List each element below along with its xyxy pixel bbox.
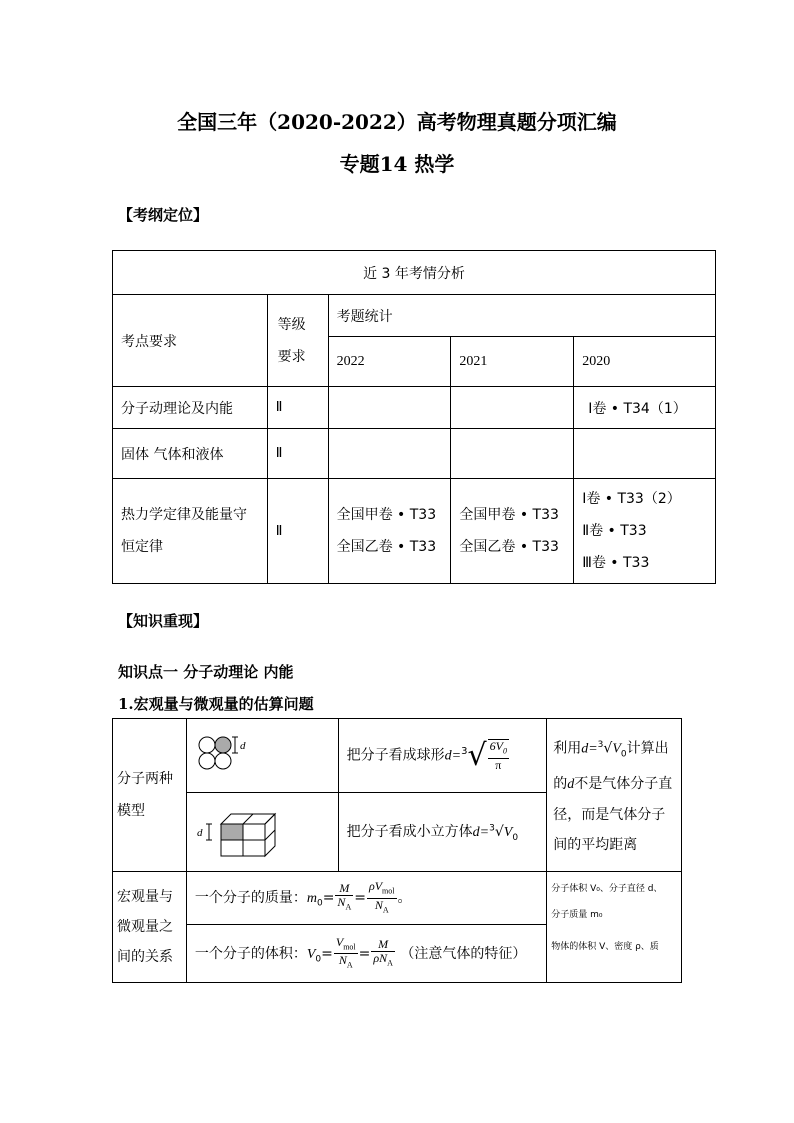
mass-d1: N <box>337 895 346 910</box>
section-knowledge: 【知识重现】 <box>118 612 209 630</box>
row-2022 <box>328 429 451 479</box>
sphere-frac <box>488 739 509 771</box>
sphere-den: π <box>495 757 502 772</box>
exam-analysis-table <box>112 250 716 584</box>
exam-table-header: 近 3 年考情分析 <box>113 251 716 295</box>
note-formula: d= <box>581 741 598 757</box>
row-2020-item: Ⅱ卷 • T33 <box>582 523 647 539</box>
mass-n1: M <box>335 882 353 896</box>
cube-diagram-cell <box>186 793 338 872</box>
diagram-d-label: d <box>239 739 246 752</box>
year-2020: 2020 <box>574 337 716 387</box>
sphere-num-sub: 0 <box>502 746 507 756</box>
sphere-model-diagram <box>197 734 257 774</box>
vol-lhs: V <box>306 946 316 962</box>
mass-n2-sub: mol <box>382 886 395 896</box>
mass-formula-cell: 一个分子的质量：$m_0=$ $\frac{M}{N_A}$ = $\frac{\rho V_{mol}}{N_A}$ 。 <box>186 872 546 925</box>
row-point: 固体 气体和液体 <box>113 429 268 479</box>
radical-icon: √ <box>603 740 613 757</box>
model-label: 分子两种模型 <box>113 719 187 872</box>
year-2021: 2021 <box>451 337 574 387</box>
vol-text: 一个分子的体积： <box>194 945 307 962</box>
sphere-root-index: 3 <box>461 745 468 757</box>
row-2021 <box>451 429 574 479</box>
cube-model-diagram <box>197 802 277 858</box>
side-note: 物体的体积 V、密度 ρ、质 <box>551 942 659 952</box>
cube-formula-cell <box>338 793 547 872</box>
diagram-d-label: d <box>196 827 203 839</box>
model-note-cell <box>547 719 682 872</box>
col-stats-header: 考题统计 <box>328 295 715 337</box>
mass-d2-sub: A <box>382 904 389 914</box>
radical-icon: √ <box>494 824 504 841</box>
side-note: 分子体积 V₀、分子直径 d、 <box>551 884 663 894</box>
note-root-index: 3 <box>597 739 604 750</box>
vol-n2: M <box>371 938 395 952</box>
row-2020 <box>574 429 716 479</box>
topic-title: 1.宏观量与微观量的估算问题 <box>118 695 314 713</box>
note-prefix: 利用 <box>553 740 582 757</box>
mass-lhs-sub: 0 <box>316 898 323 909</box>
section-outline: 【考纲定位】 <box>118 206 209 224</box>
vol-note: （注意气体的特征） <box>400 945 527 962</box>
cube-root-index: 3 <box>489 823 495 834</box>
mass-d2: N <box>374 897 383 912</box>
knowledge-point-title: 知识点一 分子动理论 内能 <box>118 663 294 681</box>
row-2022-item: 全国甲卷 • T33 <box>336 507 437 523</box>
side-note: 分子质量 m₀ <box>551 910 603 920</box>
row-2022-item: 全国乙卷 • T33 <box>336 539 437 555</box>
row-2020: Ⅰ卷 • T34（1） <box>574 387 716 429</box>
doc-subtitle: 专题14 热学 <box>339 152 455 176</box>
side-note-cell <box>547 872 682 983</box>
vol-n1: V <box>335 934 344 949</box>
cube-text: 把分子看成小立方体 <box>346 824 473 841</box>
sphere-diagram-cell <box>186 719 338 793</box>
vol-d1-sub: A <box>346 960 353 970</box>
vol-n1-sub: mol <box>343 942 356 951</box>
mass-frac-1 <box>335 882 353 913</box>
row-2021 <box>451 387 574 429</box>
cube-rad-sub: 0 <box>512 832 519 843</box>
note-rad-sub: 0 <box>620 749 627 760</box>
molecular-model-table <box>112 718 682 983</box>
mass-end: 。 <box>397 890 412 906</box>
row-level: Ⅱ <box>267 387 328 429</box>
row-2021 <box>451 479 574 584</box>
mass-frac-2 <box>367 880 397 916</box>
cube-lhs: d= <box>472 825 490 841</box>
vol-frac-1 <box>334 936 358 972</box>
note-d: d <box>567 777 575 793</box>
row-2021-item: 全国甲卷 • T33 <box>459 507 559 523</box>
cube-rad: V <box>503 825 513 841</box>
col-point-header: 考点要求 <box>113 295 268 387</box>
mass-lhs: m <box>306 891 317 906</box>
vol-d1: N <box>338 953 347 967</box>
sphere-lhs: d= <box>444 748 462 764</box>
row-2020-item: Ⅰ卷 • T33（2） <box>582 491 681 507</box>
sphere-num: 6V <box>489 739 503 754</box>
vol-d2: ρN <box>373 950 388 965</box>
mass-text: 一个分子的质量： <box>194 890 307 906</box>
volume-formula-cell: 一个分子的体积：$V_0=$ $\frac{V_{mol}}{N_A}$ = $\frac{M}{\rho N_A}$ （注意气体的特征） <box>186 925 546 983</box>
row-level: Ⅱ <box>267 479 328 584</box>
year-2022: 2022 <box>328 337 451 387</box>
row-2022 <box>328 387 451 429</box>
row-point: 热力学定律及能量守恒定律 <box>113 479 268 584</box>
radical-icon: √ <box>467 738 487 773</box>
sphere-formula-cell <box>338 719 547 793</box>
note-tail: 不是气体分子直径，而是气体分子间的平均距离 <box>553 776 673 854</box>
relation-label: 宏观量与微观量之间的关系 <box>113 872 187 983</box>
note-rad: V <box>612 741 621 757</box>
note-rest: 计算出的 <box>553 740 669 793</box>
col-level-header: 等级要求 <box>267 295 328 387</box>
vol-frac-2 <box>371 938 395 969</box>
row-2021-item: 全国乙卷 • T33 <box>459 539 559 555</box>
row-level: Ⅱ <box>267 429 328 479</box>
sphere-text: 把分子看成球形 <box>346 747 445 764</box>
row-2020-item: Ⅲ卷 • T33 <box>582 555 650 571</box>
row-2020 <box>574 479 716 584</box>
row-point: 分子动理论及内能 <box>113 387 268 429</box>
row-2022 <box>328 479 451 584</box>
mass-d1-sub: A <box>345 902 352 912</box>
vol-d2-sub: A <box>387 958 393 968</box>
mass-n2: ρV <box>368 879 383 894</box>
vol-lhs-sub: 0 <box>315 954 322 965</box>
doc-title: 全国三年（2020-2022）高考物理真题分项汇编 <box>177 110 617 134</box>
